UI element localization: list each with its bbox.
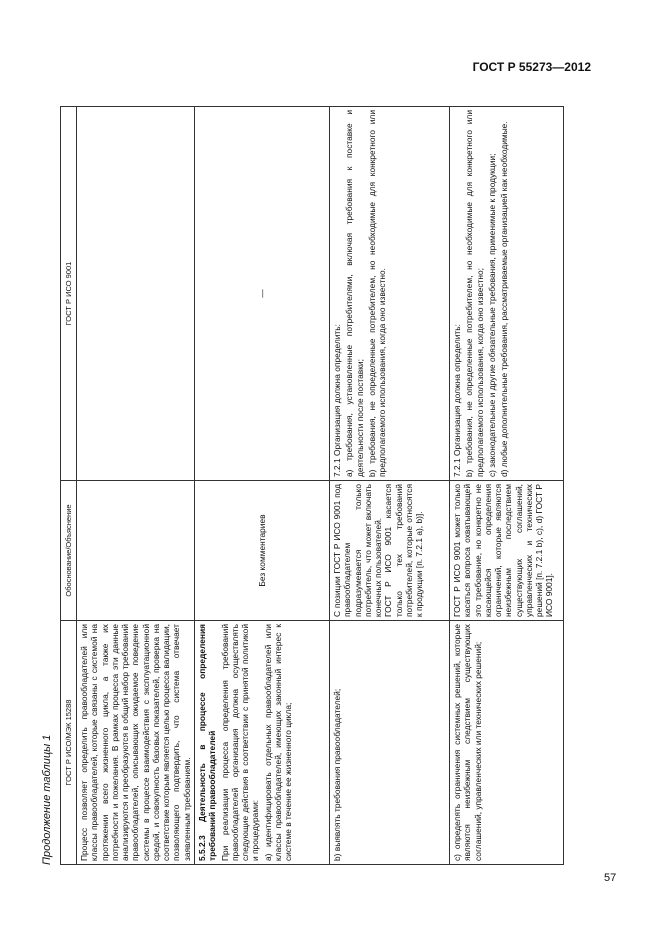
list-item: b) требования, не определенные потребителем, но необходимые для конкретного или предполагаемого использования, когда оно известно. bbox=[366, 110, 387, 477]
table-container bbox=[41, 106, 564, 865]
comparison-table bbox=[60, 106, 564, 865]
table-row bbox=[195, 107, 330, 865]
table-cell bbox=[77, 107, 195, 481]
list-item: с) законодательные и другие обязательные требования, применимые к продукции; bbox=[486, 153, 497, 477]
list-item: а) требования, установленные потребителями, включая требования к поставке и деятельности после поставки; bbox=[344, 110, 365, 477]
table-row bbox=[330, 107, 450, 865]
table-cell bbox=[330, 107, 450, 481]
list-item: d) любые дополнительные требования, рассматриваемые организацией как необходимые. bbox=[499, 121, 509, 477]
rotated-table-area bbox=[41, 106, 564, 865]
table-cell: с) определять ограничения системных решений, которые являются неизбежным следствием существующих соглашений, управленческих или технических решений; bbox=[450, 621, 564, 865]
section-title: 5.5.2.3 Деятельность в процессе определения требований правообладателей bbox=[197, 624, 218, 861]
table-cell: Процесс позволяет определить правообладателей или классы правообладателей, которые связаны с системой на протяжении всего жизненного цикла, а также их потребности и пожелания. В рамках процесса эти данные анализируются и преобразуются в общий набор требований правообладателей, описывающих ожидаемое поведение системы в процессе взаимодействия с эксплуатационной средой, и совокупность базовых показателей, проверка на соответствие которым является целью процесса валидации, позволяющего подтвердить, что система отвечает заявленным требованиям. bbox=[77, 621, 195, 865]
column-header-iso15288: ГОСТ Р ИСО/МЭК 15288 bbox=[61, 621, 77, 865]
list-item: 7.2.1 Организация должна определить: bbox=[452, 324, 462, 477]
table-cell: b) выявлять требования правообладателей; bbox=[330, 621, 450, 865]
table-cell bbox=[195, 621, 330, 865]
list-item: 7.2.1 Организация должна определить: bbox=[332, 324, 342, 477]
table-cell bbox=[77, 481, 195, 621]
list-item: b) требования, не определенные потребителем, но необходимые для конкретного или предполагаемого использования, когда оно известно; bbox=[464, 110, 485, 477]
table-row bbox=[450, 107, 564, 865]
table-cell: ГОСТ Р ИСО 9001 может только касаться вопроса охватывающей это требование, но конкретно не касающейся определения ограничений, которые являются неизбежным последствием существующих соглашений, управленческих и технических решений [п. 7.2.1 b), с), d) ГОСТ Р ИСО 9001]. bbox=[450, 481, 564, 621]
table-cell: С позиции ГОСТ Р ИСО 9001 под правообладателем подразумевается только потребитель, что может включать конечных пользователей. ГОСТ Р ИСО 9001 касается только тех требований потребителей, которые относятся к продукции [п. 7.2.1 а), b)]. bbox=[330, 481, 450, 621]
table-cell: Без комментариев bbox=[195, 481, 330, 621]
document-standard-header: ГОСТ Р 55273—2012 bbox=[472, 60, 591, 74]
page-number: 57 bbox=[604, 872, 617, 884]
column-header-rationale: Обоснование/Объяснение bbox=[61, 481, 77, 621]
table-continuation-label: Продолжение таблицы 1 bbox=[41, 734, 53, 865]
table-cell bbox=[450, 107, 564, 481]
column-header-iso9001: ГОСТ Р ИСО 9001 bbox=[61, 107, 77, 481]
table-row bbox=[77, 107, 195, 865]
section-intro: При реализации процесса определения требований правообладателей организация должна осуществлять следующие действия в соответствии с принятой политикой и процедурами: bbox=[219, 624, 261, 861]
table-cell: — bbox=[195, 107, 330, 481]
table-header-row bbox=[61, 107, 77, 865]
list-item: а) идентифицировать отдельных правообладателей или классы правообладателей, имеющих законный интерес к системе в течение ее жизненного цикла; bbox=[262, 624, 293, 861]
